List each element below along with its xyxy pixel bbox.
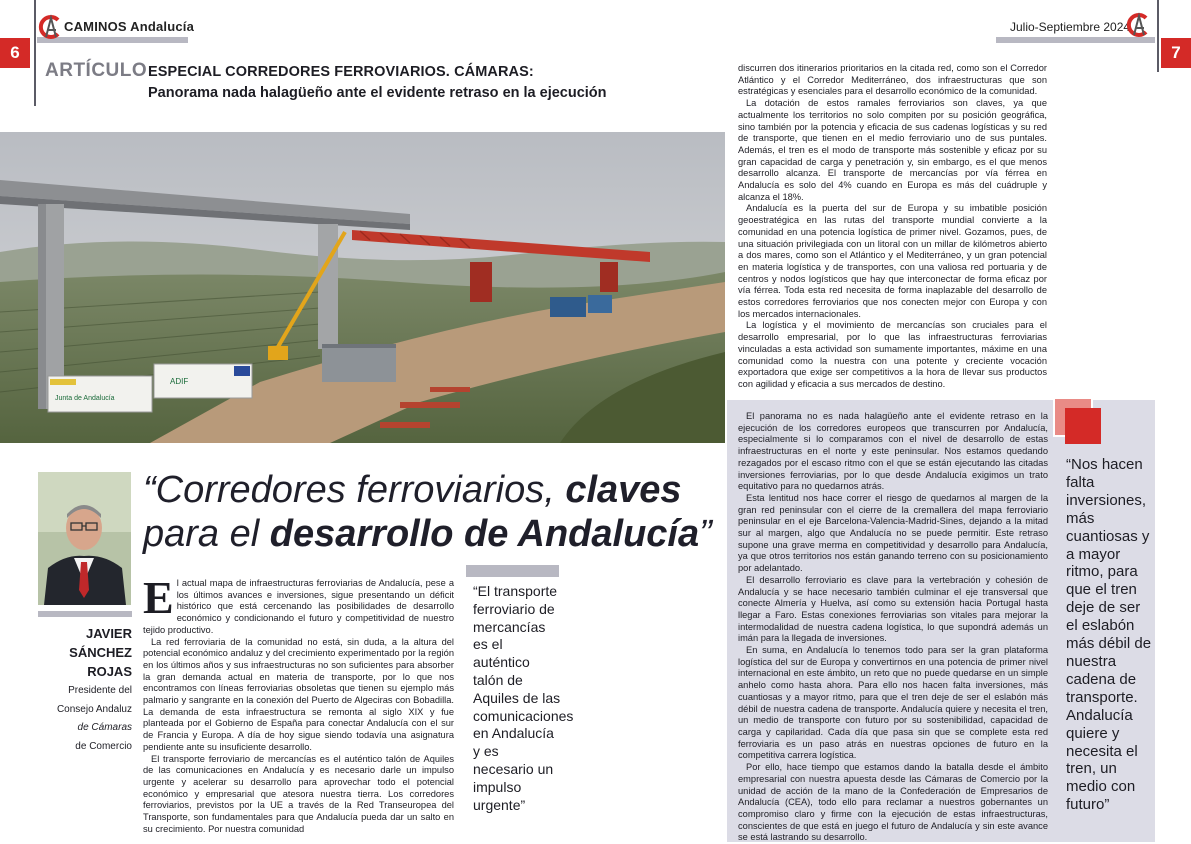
body-column-2: discurren dos itinerarios prioritarios en la citada red, como son el Corredor Atlántico y el Corredor Mediterráneo, dos infraestructuras que son estratégicas y esenciales para el desarrollo económico de la comunidad. La dotación de estos ramales ferroviarios son claves, ya que actualmente los territorios no solo compiten por su posición geográfica, sino también por la potencia y eficacia de sus cadenas logísticas y su red de transporte, que tienen en el medio ferroviario uno de sus puntales. Además, el tren es el modo de transporte más sostenible y eficaz por su gran capacidad de carga y penetración y, sin embargo, es el que menos desarrollo alcanza. El transporte de mercancías por vía férrea en Andalucía es solo del 4% cuando en Europa es más del cuádruple y alcanza el 18%. Andalucía es la puerta del sur de Europa y su imbatible posición geoestratégica en las rutas del transporte mundial convierte a la comunidad en una potencia logística de primer nivel. Gozamos, pues, de una situación privilegiada con un litoral con un millar de kilómetros abierto a dos mares, como son el Atlántico y el Mediterráneo, y un gran potencial en materia logística y de transportes, con una valiosa red portuaria y de centros y nodos logísticos que hay que interconectar de forma eficaz por vía férrea. Toda esta red necesita de forma inaplazable del desarrollo de estos corredores ferroviarios que nos conecten mejor con Europa y con los mercados internacionales. La logística y el movimiento de mercancías son cruciales para el desarrollo empresarial, por lo que las infraestructuras ferroviarias vinculadas a esta actividad son sumamente importantes, máxime en una comunidad como la nuestra con una potente y creciente vocación exportadora que exige ser competitivos a la hora de llevar sus productos con agilidad y eficacia a sus mercados de destino. <box>738 63 1047 389</box>
author-portrait <box>38 472 131 605</box>
kicker-line-1: ESPECIAL CORREDORES FERROVIARIOS. CÁMARAS: <box>148 64 534 80</box>
dropcap: E <box>143 572 174 623</box>
article-headline: “Corredores ferroviarios, claves para el desarrollo de Andalucía” <box>143 469 712 555</box>
page-number-right: 7 <box>1161 38 1191 68</box>
magazine-logo-icon <box>36 14 64 40</box>
pullquote-right: “Nos hacen falta inversiones, más cuantiosas y a mayor ritmo, para que el tren deje de ser el eslabón más débil de nuestra cadena de transporte. Andalucía quiere y necesita el tren, un medio con futuro” <box>1066 456 1152 814</box>
issue-date: Julio-Septiembre 2024 <box>1010 20 1131 34</box>
magazine-logo-right-icon <box>1124 12 1152 38</box>
section-label: ARTÍCULO <box>45 60 148 81</box>
pullquote-left-bar <box>466 565 559 577</box>
kicker-line-2: Panorama nada halagüeño ante el evidente retraso en la ejecución <box>148 85 607 101</box>
portrait-divider <box>38 611 132 617</box>
magazine-title: CAMINOS Andalucía <box>64 19 195 34</box>
pullquote-left: “El transporte ferroviario de mercancías es el auténtico talón de Aquiles de las comunicaciones en Andalucía y es necesario un impulso urgente” <box>473 583 574 813</box>
viaduct-construction-photo <box>0 132 725 443</box>
body-column-3: El panorama no es nada halagüeño ante el evidente retraso en la ejecución de los corredores europeos que transcurren por Andalucía, especialmente si lo comparamos con el nivel de desarrollo de estas infraestructuras en el norte y este peninsular. Nos estamos quedando rezagados por el escaso ritmo con el que se están ejecutando las citadas inversiones ferroviarias, por lo que desde Andalucía exigimos un trato equitativo para no quedarnos atrás. Esta lentitud nos hace correr el riesgo de quedarnos al margen de la gran red peninsular con el cierre de la cremallera del mapa ferroviario peninsular en el eje Barcelona-Valencia-Madrid-Sines, dejando a la mitad sur al margen, algo que Andalucía no se puede permitir. Este retraso supone una grave merma en competitividad y desarrollo para Andalucía, ya que otros territorios nos están ganando terreno con su posicionamiento por adelantado. El desarrollo ferroviario es clave para la vertebración y cohesión de Andalucía y se hace necesario también culminar el eje transversal que conecte Almería y Huelva, así como su extensión hacia Portugal hasta llegar a Faro. Estas conexiones ferroviarias son vitales para mejorar la intermodalidad de nuestra cadena logística, lo que supondrá además un imán para la llegada de inversiones. En suma, en Andalucía lo tenemos todo para ser la gran plataforma logística del sur de Europa y convertirnos en una potencia de primer nivel internacional en este ámbito, un reto que no puede quedarse en un simple anhelo como hasta ahora. Para ello nos hacen falta inversiones, más cuantiosas y a mayor ritmo, para que el tren deje de ser el eslabón más débil de nuestra cadena de transporte. Andalucía quiere y necesita el tren, un medio de transporte con futuro por su sostenibilidad, capacidad de carga y capilaridad. Cada día que pasa sin que se complete esta red ferroviaria es un paso atrás en nuestras opciones de futuro en la competitiva carrera logística. Por ello, hace tiempo que estamos dando la batalla desde el ámbito empresarial con nuestra apuesta desde las Cámaras de Comercio por la unidad de acción de la mano de la Confederación de Empresarios de Andalucía (CEA), todo ello para reclamar a nuestros gobernantes un compromiso claro y firme con la ejecución de estas infraestructuras, conscientes de que está en juego el futuro de Andalucía y sin este avance se está lastrando su desarrollo. <box>738 411 1048 843</box>
sign-right-text: ADIF <box>170 377 189 386</box>
right-rule <box>1157 0 1159 72</box>
body-column-1: El actual mapa de infraestructuras ferroviarias de Andalucía, pese a los últimos avances e inversiones, sigue presentando un déficit histórico que está cercenando las posibilidades de desarrollo económico y condicionando el futuro y competitividad de nuestro tejido productivo. La red ferroviaria de la comunidad no está, sin duda, a la altura del potencial económico andaluz y del crecimiento experimentado por la región en los últimos años y sus infraestructuras no son suficientes para absorber la gran demanda actual en materia de transporte, por lo que nos encontramos con líneas ferroviarias obsoletas que tienen su ejemplo más palmario y sangrante en la conexión del Puerto de Algeciras con Bobadilla. La demanda de esta infraestructura se remonta al siglo XIX y fue planteada por el Gobierno de España para conectar Andalucía con el sur de Francia y Europa. A día de hoy sigue siendo todavía una asignatura pendiente ante su insuficiente desarrollo. El transporte ferroviario de mercancías es el auténtico talón de Aquiles de las comunicaciones en Andalucía y es necesario darle un impulso urgente y acelerar su desarrollo para aprovechar todo el potencial económico y empresarial que atesora nuestra tierra. Los corredores ferroviarios, previstos por la UE a través de la Red Transeuropea del Transporte, son fundamentales para que Andalucía pueda dar un salto en su crecimiento. Por nuestra comunidad <box>143 572 454 834</box>
decor-square-dark <box>1065 408 1101 444</box>
sign-left-text: Junta de Andalucía <box>55 395 115 402</box>
page-number-left: 6 <box>0 38 30 68</box>
author-role: Presidente del Consejo Andaluz de Cámaras de Comercio <box>56 685 132 752</box>
author-name: JAVIER SÁNCHEZ ROJAS <box>69 626 132 679</box>
